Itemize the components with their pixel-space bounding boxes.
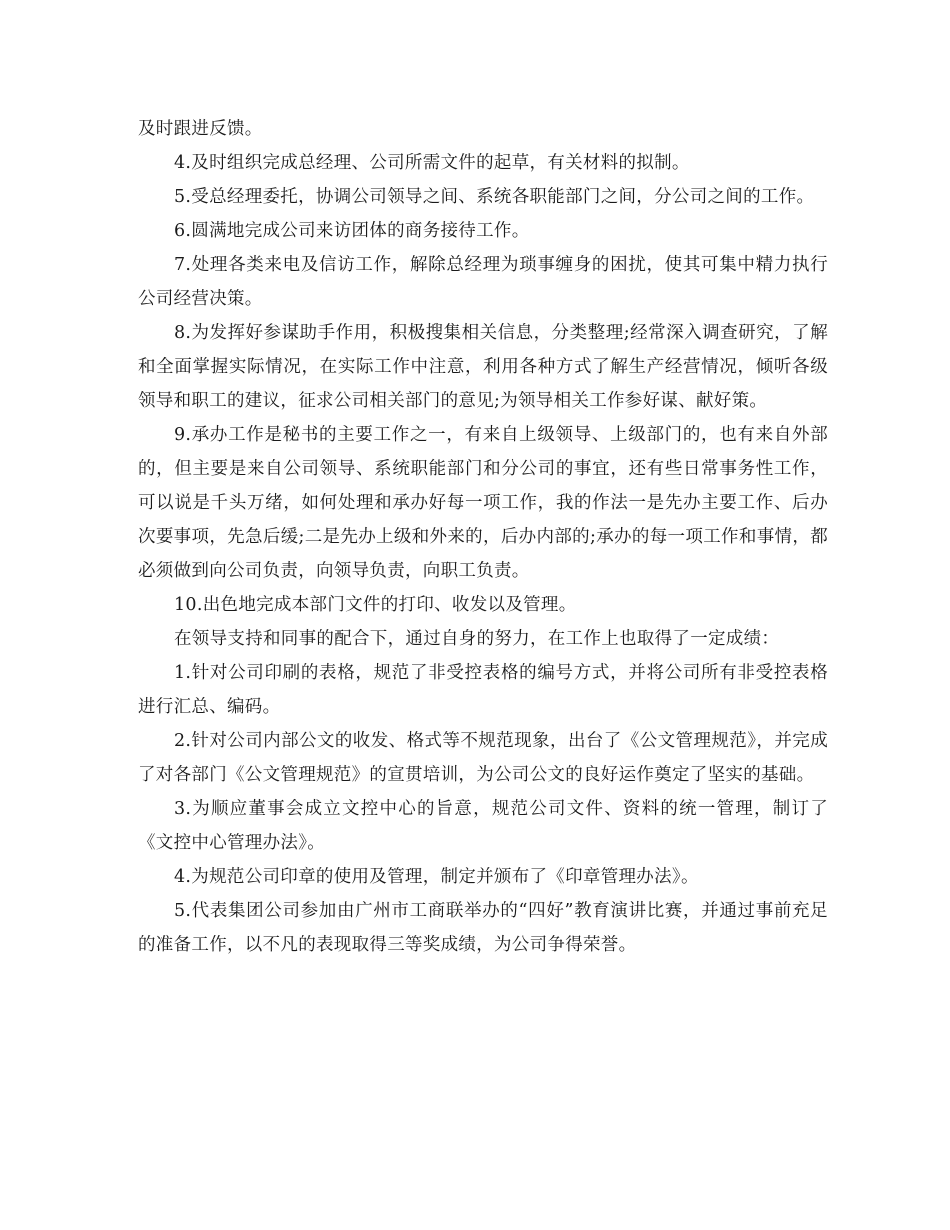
paragraph-achievement-4: 4.为规范公司印章的使用及管理，制定并颁布了《印章管理办法》。 <box>174 867 699 887</box>
paragraph-item-6-reception: 6.圆满地完成公司来访团体的商务接待工作。 <box>174 221 530 241</box>
paragraph-item-4-drafting: 4.及时组织完成总经理、公司所需文件的起草，有关材料的拟制。 <box>174 153 690 173</box>
paragraph-item-7-calls: 7.处理各类来电及信访工作，解除总经理为琐事缠身的困扰，使其可集中精力执行公司经营决策。 <box>138 255 828 309</box>
document-page <box>138 112 828 962</box>
paragraph-item-5-coordination: 5.受总经理委托，协调公司领导之间、系统各职能部门之间，分公司之间的工作。 <box>174 187 815 207</box>
paragraph-continuation: 及时跟进反馈。 <box>138 119 263 139</box>
paragraph-achievement-2: 2.针对公司内部公文的收发、格式等不规范现象，出台了《公文管理规范》，并完成了对各部门《公文管理规范》的宣贯培训，为公司公文的良好运作奠定了坚实的基础。 <box>138 731 828 785</box>
paragraph-achievement-5: 5.代表集团公司参加由广州市工商联举办的“四好”教育演讲比赛，并通过事前充足的准备工作，以不凡的表现取得三等奖成绩，为公司争得荣誉。 <box>138 901 828 955</box>
paragraph-achievement-3: 3.为顺应董事会成立文控中心的旨意，规范公司文件、资料的统一管理，制订了《文控中心管理办法》。 <box>138 799 828 853</box>
paragraph-achievement-1: 1.针对公司印刷的表格，规范了非受控表格的编号方式，并将公司所有非受控表格进行汇总、编码。 <box>138 663 828 717</box>
paragraph-achievements-intro: 在领导支持和同事的配合下，通过自身的努力，在工作上也取得了一定成绩： <box>174 629 780 649</box>
paragraph-item-8-advisor: 8.为发挥好参谋助手作用，积极搜集相关信息，分类整理;经常深入调查研究，了解和全面掌握实际情况，在实际工作中注意，利用各种方式了解生产经营情况，倾听各级领导和职工的建议，征求公司相关部门的意见;为领导相关工作参好谋、献好策。 <box>138 323 828 411</box>
paragraph-item-10-documents: 10.出色地完成本部门文件的打印、收发以及管理。 <box>174 595 577 615</box>
paragraph-item-9-undertaking: 9.承办工作是秘书的主要工作之一，有来自上级领导、上级部门的，也有来自外部的，但主要是来自公司领导、系统职能部门和分公司的事宜，还有些日常事务性工作，可以说是千头万绪，如何处理和承办好每一项工作，我的作法一是先办主要工作、后办次要事项，先急后缓;二是先办上级和外来的，后办内部的;承办的每一项工作和事情，都必须做到向公司负责，向领导负责，向职工负责。 <box>138 425 828 581</box>
